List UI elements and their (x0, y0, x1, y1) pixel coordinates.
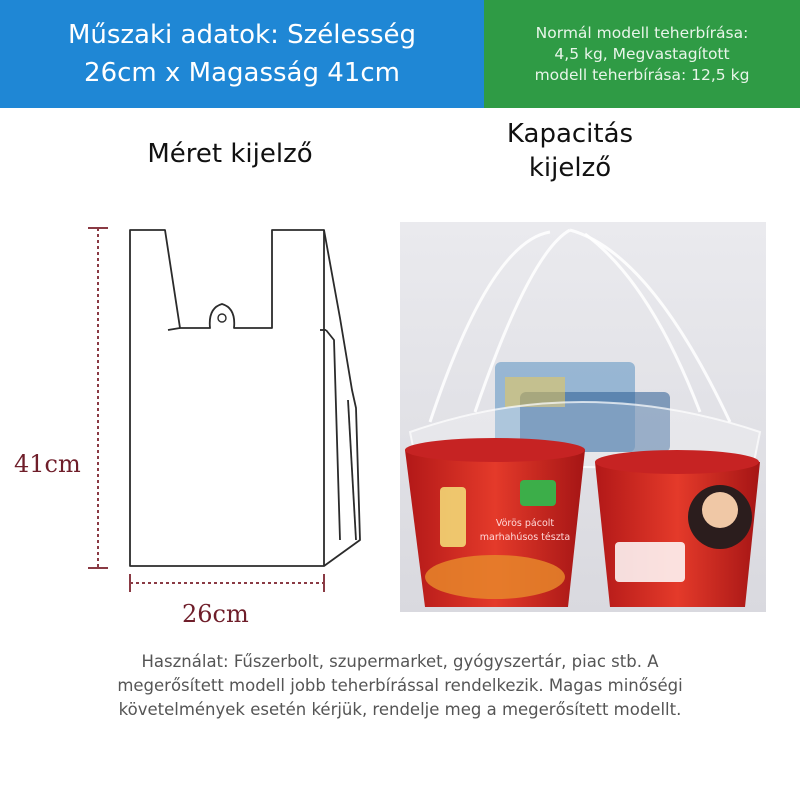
photo-caption-line-2: marhahúsos tészta (479, 532, 571, 543)
bag-with-noodle-cups-illustration (400, 222, 766, 612)
capacity-title-line-2: kijelző (528, 153, 612, 183)
width-dimension (130, 574, 324, 592)
capacity-line-1: Normál modell teherbírása: (535, 23, 749, 42)
width-label: 26cm (182, 600, 249, 628)
height-label: 41cm (14, 450, 81, 478)
spec-banner (0, 0, 484, 108)
size-display-title: Méret kijelző (147, 139, 313, 169)
usage-description (30, 650, 770, 722)
capacity-title-line-1: Kapacitás (506, 119, 634, 149)
usage-line-1: Használat: Fűszerbolt, szupermarket, gyógyszertár, piac stb. A (141, 652, 659, 671)
spec-line-2: 26cm x Magasság 41cm (84, 58, 400, 88)
noodle-cup-right (595, 450, 760, 607)
capacity-photo (400, 222, 766, 612)
capacity-banner (484, 0, 800, 108)
photo-product-caption (440, 517, 610, 545)
height-dimension (88, 228, 108, 568)
bag-outline (130, 230, 360, 566)
bag-size-diagram (0, 210, 400, 640)
capacity-line-3: modell teherbírása: 12,5 kg (534, 65, 750, 84)
spec-line-1: Műszaki adatok: Szélesség (67, 20, 417, 50)
photo-caption-line-1: Vörös pácolt (495, 518, 555, 529)
capacity-display-title (460, 117, 680, 185)
usage-line-2: megerősített modell jobb teherbírással rendelkezik. Magas minőségi (117, 676, 683, 695)
usage-line-3: követelmények esetén kérjük, rendelje meg a megerősített modellt. (118, 700, 682, 719)
capacity-line-2: 4,5 kg, Megvastagított (554, 44, 730, 63)
